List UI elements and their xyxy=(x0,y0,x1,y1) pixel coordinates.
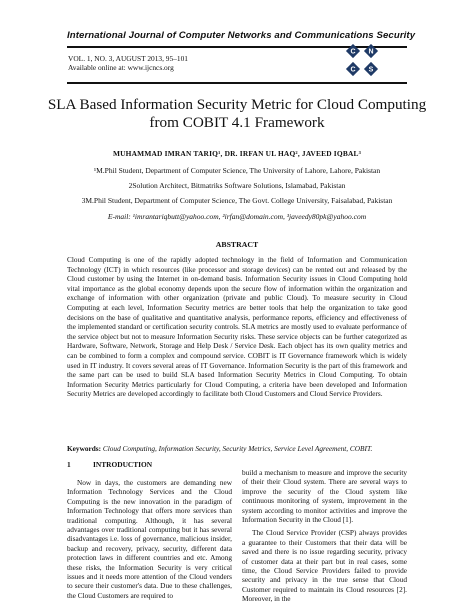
abstract-heading: ABSTRACT xyxy=(215,240,259,249)
logo-letter-1: C xyxy=(350,48,356,56)
volume-info xyxy=(68,54,188,72)
intro-paragraph-1: Now in days, the customers are demanding new Information Technology Services and the Cloud Computing is the new innovation in the paradigm of Information Technology that offers more services than traditional computing. Although, it has several advantages over traditional computing but it has several disadvantages i.e. loss of governance, malicious insider, backup and recovery, privacy, security, different data protection laws in different countries and etc. Among these risks, the Information Security is very critical issues and it needs more attention of the Cloud venders to secure their customer's data. Due to these challenges, the Cloud Customers are required to xyxy=(67,478,232,600)
logo-letter-4: S xyxy=(368,66,374,74)
available-online-line: Available online at: www.ijcncs.org xyxy=(68,63,174,72)
journal-logo xyxy=(339,44,385,80)
section-heading-introduction xyxy=(67,460,232,469)
paper-title-line-1: SLA Based Information Security Metric for Cloud Computing xyxy=(47,96,427,113)
logo-letter-2: N xyxy=(368,48,374,56)
section-number: 1 xyxy=(67,460,71,469)
author-emails: E-mail: ¹imrantariqbutt@yahoo.com, ²irfan@domain.com, ³javeedy80pk@yahoo.com xyxy=(107,212,367,221)
abstract-text: Cloud Computing is one of the rapidly adopted technology in the field of Information and Communication Technology (ICT) in which resources (like processor and storage devices) can be rented out and released by the Cloud customer by using the Internet in on-demand basis. Information Security issues in Cloud Computing hold vital importance as the global economy depends upon the secure flow of information within the organization and exchange of information with other organization (private and public Cloud). To measure security in Cloud Computing at each level, Information Security metrics are better tools that help the organization to take good decisions on the base of qualitative and quantitative analysis, performance reports, efficiency and effectiveness of the implemented standard or certification security controls. SLA metrics are mostly used to evaluate performance of the service object but not to measure Information Security risks. These service objects can be further categorized as Hardware, Software, Network, Storage and Help Desk / Service Desk. Each object has its own quality metrics and can be combined to form a complex and compound service. COBIT is IT Governance framework which is widely used in IT industry. It covers several areas of IT Governance. Information Security is the part of this framework and the same part can be used to build SLA based Information Security Metrics in Cloud Computing. To obtain Information Security Metrics particularly for Cloud Computing, a criteria have been developed and Information Security Metrics are developed accordingly to facilitate both Cloud Customers and Cloud Service Providers. xyxy=(67,256,407,399)
affiliation-1: ¹M.Phil Student, Department of Computer Science, The University of Lahore, Lahore, Pakistan xyxy=(93,166,381,175)
paper-title xyxy=(40,96,434,132)
keywords-label: Keywords: xyxy=(67,444,102,453)
volume-line: VOL. 1, NO. 3, AUGUST 2013, 95–101 xyxy=(68,54,188,63)
author-list: MUHAMMAD IMRAN TARIQ¹, DR. IRFAN UL HAQ², JAVEED IQBAL³ xyxy=(112,149,362,158)
keywords-list: Cloud Computing, Information Security, Security Metrics, Service Level Agreement, COBIT. xyxy=(102,444,373,453)
keywords xyxy=(67,444,407,453)
section-title: INTRODUCTION xyxy=(93,460,153,469)
paper-title-line-2: from COBIT 4.1 Framework xyxy=(149,114,325,131)
left-column xyxy=(67,478,232,604)
affiliation-3: 3M.Phil Student, Department of Computer Science, The Govt. College University, Faisalabad, Pakistan xyxy=(81,196,393,205)
intro-paragraph-2: The Cloud Service Provider (CSP) always provides a guarantee to their Customers that their data will be saved and there is no issue regarding security, privacy of customer data at their part but in real cases, some time, the Cloud Service Providers failed to provide security and privacy in the true sense that Cloud Customer required to maintain its Cloud resources [2]. Moreover, in the xyxy=(242,528,407,604)
logo-letter-3: C xyxy=(350,66,356,74)
header-bottom-rule xyxy=(67,82,407,84)
journal-title: International Journal of Computer Networks and Communications Security xyxy=(67,30,416,41)
affiliation-2: 2Solution Architect, Bitmatriks Software Solutions, Islamabad, Pakistan xyxy=(128,181,346,190)
right-column xyxy=(242,468,407,608)
intro-paragraph-continued: build a mechanism to measure and improve the security of their their Cloud system. There are several ways to improve the security of the Cloud system like continuous monitoring of system, improvement in the system according to monitor activities and improve the Information Security in the Cloud [1]. xyxy=(242,468,407,525)
